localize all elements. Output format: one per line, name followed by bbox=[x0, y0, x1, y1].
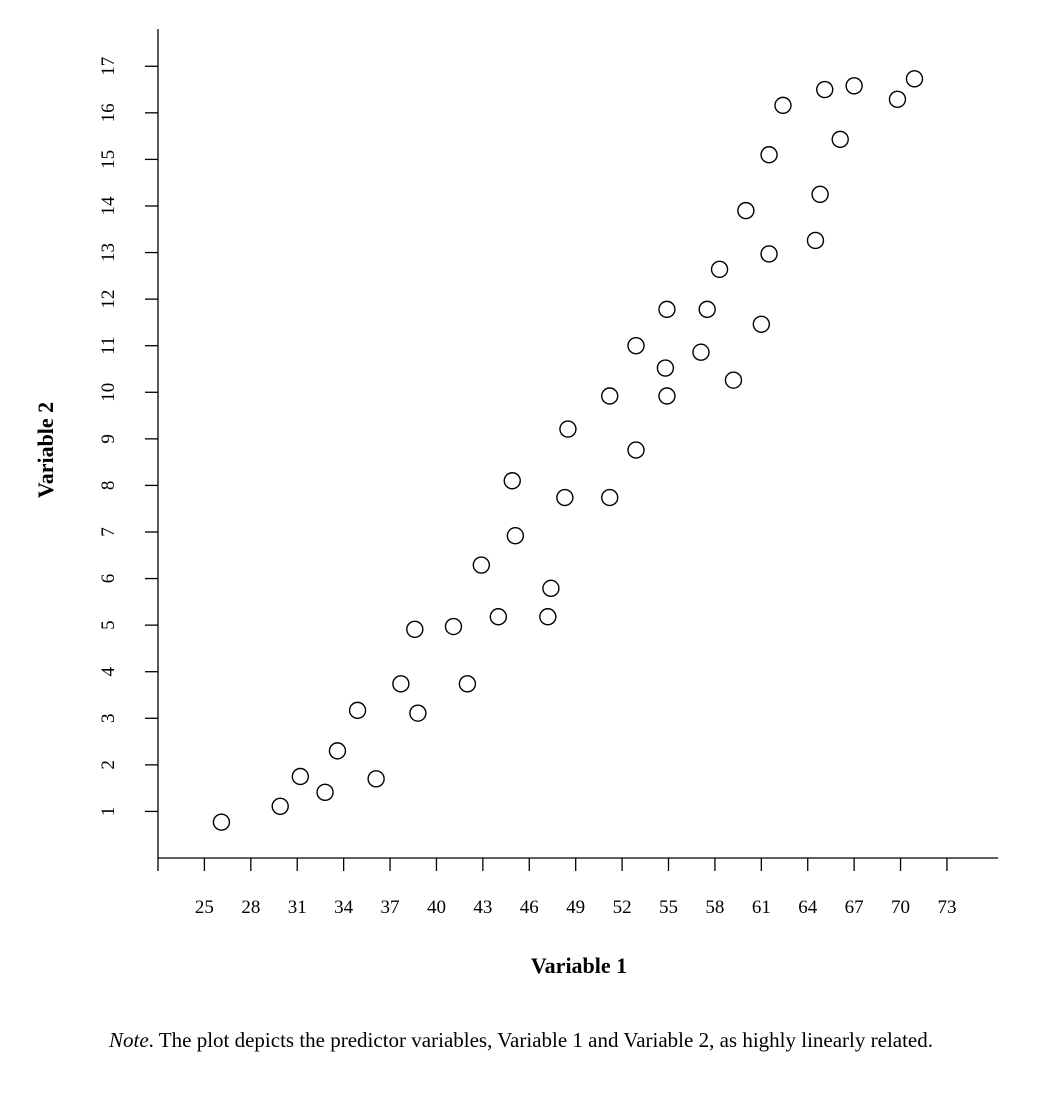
y-tick-label: 7 bbox=[98, 527, 119, 537]
data-point bbox=[329, 743, 345, 759]
data-point bbox=[659, 388, 675, 404]
data-point bbox=[753, 316, 769, 332]
data-point bbox=[817, 82, 833, 98]
data-point bbox=[812, 186, 828, 202]
figure-note bbox=[109, 1024, 989, 1056]
data-point bbox=[602, 490, 618, 506]
data-point bbox=[540, 609, 556, 625]
data-point bbox=[557, 490, 573, 506]
data-point bbox=[693, 344, 709, 360]
data-point bbox=[659, 301, 675, 317]
data-point bbox=[317, 784, 333, 800]
data-point bbox=[602, 388, 618, 404]
x-tick-label: 43 bbox=[473, 897, 493, 918]
x-tick-label: 70 bbox=[891, 897, 911, 918]
x-tick-label: 55 bbox=[658, 897, 678, 918]
y-tick-label: 4 bbox=[98, 666, 119, 677]
data-point bbox=[393, 676, 409, 692]
y-tick-label: 11 bbox=[98, 336, 119, 355]
data-point bbox=[775, 97, 791, 113]
y-tick-label: 3 bbox=[98, 713, 119, 724]
x-axis bbox=[158, 858, 998, 918]
y-tick-label: 15 bbox=[98, 149, 119, 169]
data-point bbox=[560, 421, 576, 437]
data-point bbox=[213, 814, 229, 830]
y-tick-label: 16 bbox=[98, 103, 119, 123]
y-tick-label: 14 bbox=[98, 196, 119, 216]
y-axis-title: Variable 2 bbox=[33, 401, 58, 499]
data-point bbox=[712, 261, 728, 277]
x-tick-label: 37 bbox=[380, 897, 400, 918]
x-tick-label: 28 bbox=[241, 897, 261, 918]
x-tick-label: 52 bbox=[612, 897, 632, 918]
note-label: Note bbox=[109, 1028, 149, 1052]
data-point bbox=[761, 246, 777, 262]
x-tick-label: 31 bbox=[287, 897, 307, 918]
data-point bbox=[504, 473, 520, 489]
y-tick-label: 12 bbox=[98, 289, 119, 309]
data-point bbox=[410, 705, 426, 721]
x-tick-label: 67 bbox=[844, 897, 864, 918]
data-point bbox=[407, 621, 423, 637]
x-tick-label: 40 bbox=[426, 897, 446, 918]
data-point bbox=[725, 372, 741, 388]
data-point bbox=[272, 798, 288, 814]
y-tick-label: 17 bbox=[98, 56, 119, 76]
data-point bbox=[350, 702, 366, 718]
data-point bbox=[738, 203, 754, 219]
data-point bbox=[628, 338, 644, 354]
data-point bbox=[846, 78, 862, 94]
data-point bbox=[807, 232, 823, 248]
y-tick-label: 2 bbox=[98, 760, 119, 770]
data-points bbox=[213, 71, 922, 830]
data-point bbox=[761, 147, 777, 163]
y-tick-label: 9 bbox=[98, 434, 119, 444]
data-point bbox=[292, 768, 308, 784]
x-tick-label: 34 bbox=[334, 897, 354, 918]
note-text: . The plot depicts the predictor variables, Variable 1 and Variable 2, as highly linearly related. bbox=[148, 1028, 934, 1052]
y-axis bbox=[98, 29, 158, 871]
x-tick-label: 58 bbox=[705, 897, 725, 918]
data-point bbox=[459, 676, 475, 692]
data-point bbox=[832, 131, 848, 147]
y-tick-label: 10 bbox=[98, 382, 119, 402]
data-point bbox=[473, 557, 489, 573]
x-tick-label: 49 bbox=[566, 897, 586, 918]
data-point bbox=[657, 360, 673, 376]
data-point bbox=[628, 442, 644, 458]
data-point bbox=[490, 609, 506, 625]
y-tick-label: 5 bbox=[98, 620, 119, 630]
data-point bbox=[906, 71, 922, 87]
x-tick-label: 46 bbox=[519, 897, 539, 918]
x-tick-label: 73 bbox=[937, 897, 957, 918]
data-point bbox=[507, 528, 523, 544]
y-tick-label: 1 bbox=[98, 806, 119, 817]
x-tick-label: 61 bbox=[751, 897, 771, 918]
y-tick-label: 8 bbox=[98, 480, 119, 491]
x-tick-label: 25 bbox=[194, 897, 214, 918]
y-tick-label: 6 bbox=[98, 573, 119, 584]
x-axis-title: Variable 1 bbox=[530, 953, 628, 978]
data-point bbox=[445, 619, 461, 635]
data-point bbox=[889, 91, 905, 107]
y-tick-label: 13 bbox=[98, 243, 119, 263]
data-point bbox=[543, 580, 559, 596]
data-point bbox=[368, 771, 384, 787]
data-point bbox=[699, 301, 715, 317]
x-tick-label: 64 bbox=[798, 897, 818, 918]
